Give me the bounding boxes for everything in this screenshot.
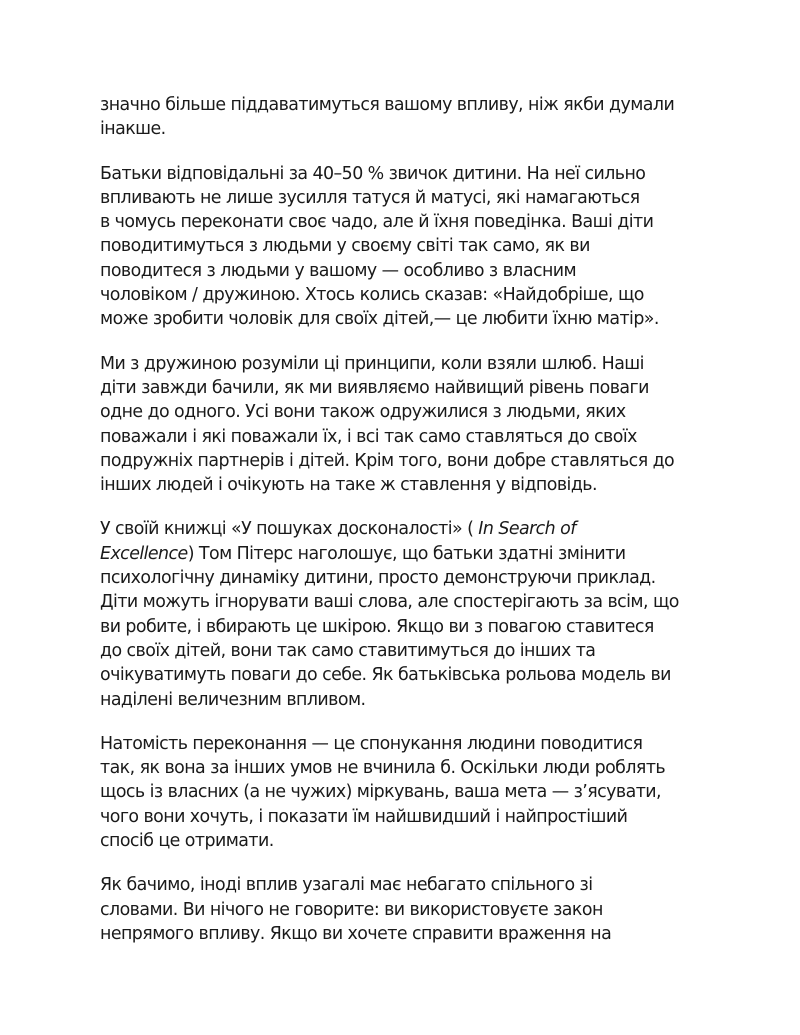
text-run: У своїй книжці «У пошуках досконалості» ( xyxy=(100,519,479,540)
text-line: впливають не лише зусилля татуся й матусі, які намагаються xyxy=(100,187,640,208)
text-line: ви робите, і вбирають це шкірою. Якщо ви з повагою ставитеся xyxy=(100,616,654,637)
text-line: поважали і які поважали їх, і всі так само ставляться до своїх xyxy=(100,426,637,447)
text-line: Ми з дружиною розуміли ці принципи, коли взяли шлюб. Наші xyxy=(100,353,644,374)
text-line: поводитеся з людьми у вашому — особливо з власним xyxy=(100,260,577,281)
text-line: чоловіком / дружиною. Хтось колись сказав: «Найдобріше, що xyxy=(100,285,644,306)
paragraph-3 xyxy=(100,352,720,498)
text-line: інших людей і очікують на таке ж ставлення у відповідь. xyxy=(100,475,597,496)
document-page xyxy=(100,93,720,966)
text-line: може зробити чоловік для своїх дітей,— це любити їхню матір». xyxy=(100,309,659,330)
text-line: Діти можуть ігнорувати ваші слова, але спостерігають за всім, що xyxy=(100,592,679,613)
book-title-italic: In Search of xyxy=(478,519,576,540)
text-line: до своїх дітей, вони так само ставитимуться до інших та xyxy=(100,640,596,661)
text-line: словами. Ви нічого не говорите: ви використовуєте закон xyxy=(100,899,603,920)
text-line: поводитимуться з людьми у своєму світі так само, як ви xyxy=(100,236,590,257)
text-line: діти завжди бачили, як ми виявляємо найвищий рівень поваги xyxy=(100,377,649,398)
text-line: одне до одного. Усі вони також одружилися з людьми, яких xyxy=(100,402,626,423)
text-line: щось із власних (а не чужих) міркувань, ваша мета — з’ясувати, xyxy=(100,782,662,803)
text-line: Батьки відповідальні за 40–50 % звичок дитини. На неї сильно xyxy=(100,163,646,184)
paragraph-2 xyxy=(100,162,720,332)
text-line: Як бачимо, іноді вплив узагалі має небагато спільного зі xyxy=(100,875,593,896)
text-run: ) Том Пітерс наголошує, що батьки здатні змінити xyxy=(187,543,626,564)
text-line: Натомість переконання — це спонукання людини поводитися xyxy=(100,733,643,754)
book-title-italic: Excellence xyxy=(100,543,188,564)
text-line xyxy=(100,517,720,541)
text-line: так, як вона за інших умов не вчинила б. Оскільки люди роблять xyxy=(100,758,666,779)
text-line: очікуватимуть поваги до себе. Як батьківська рольова модель ви xyxy=(100,665,671,686)
text-line: чого вони хочуть, і показати їм найшвидший і найпростіший xyxy=(100,806,628,827)
text-line: непрямого впливу. Якщо ви хочете справити враження на xyxy=(100,923,612,944)
paragraph-5 xyxy=(100,732,720,853)
text-line: подружніх партнерів і дітей. Крім того, вони добре ставляться до xyxy=(100,450,675,471)
text-line: наділені величезним впливом. xyxy=(100,689,366,710)
text-line: психологічну динаміку дитини, просто демонструючи приклад. xyxy=(100,568,656,589)
text-line: інакше. xyxy=(100,119,166,140)
text-line xyxy=(100,542,720,566)
paragraph-1 xyxy=(100,93,720,142)
text-line: в чомусь переконати своє чадо, але й їхня поведінка. Ваші діти xyxy=(100,212,654,233)
paragraph-4 xyxy=(100,517,720,711)
paragraph-6 xyxy=(100,873,720,946)
text-line: значно більше піддаватимуться вашому впливу, ніж якби думали xyxy=(100,95,675,115)
text-line: спосіб це отримати. xyxy=(100,831,274,852)
